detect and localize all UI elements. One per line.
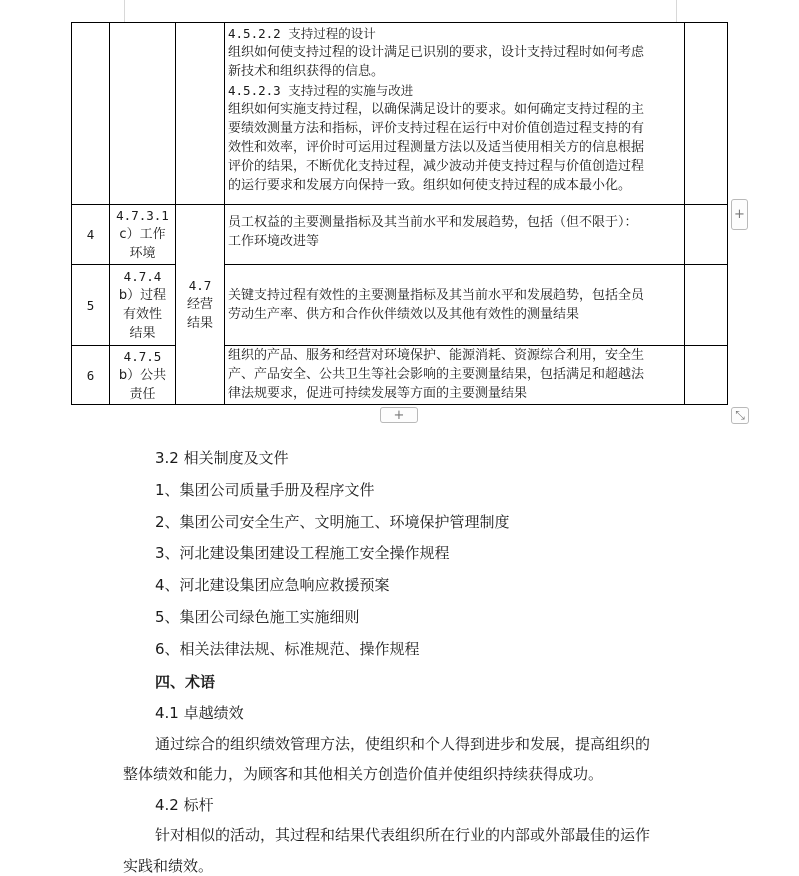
category-label: 结果 xyxy=(186,316,213,331)
clause-label: b）公共 xyxy=(118,367,167,383)
page-margin-guide-left xyxy=(124,0,125,22)
clause-label: c）工作 xyxy=(119,227,166,242)
text-line: 组织如何使支持过程的设计满足已识别的要求，设计支持过程时如何考虑 xyxy=(228,45,645,60)
clause-cell xyxy=(110,346,175,404)
table-cell-content xyxy=(225,23,684,204)
text-line: 关键支持过程有效性的主要测量指标及其当前水平和发展趋势，包括全员 xyxy=(228,288,645,303)
add-row-button[interactable] xyxy=(380,407,418,423)
clause-cell xyxy=(110,265,175,345)
plus-icon: + xyxy=(393,408,405,423)
text-line: 工作环境改进等 xyxy=(228,234,320,249)
paragraph-line: 整体绩效和能力，为顾客和其他相关方创造价值并使组织持续获得成功。 xyxy=(123,765,604,783)
plus-icon: + xyxy=(734,207,745,222)
paragraph-line: 针对相似的活动，其过程和结果代表组织所在行业的内部或外部最佳的运作 xyxy=(155,826,651,844)
category-number: 4.7 xyxy=(188,278,212,293)
add-column-button[interactable] xyxy=(731,199,748,230)
text-line: 劳动生产率、供方和合作伙伴绩效以及其他有效性的测量结果 xyxy=(228,307,580,322)
text-line: 组织如何实施支持过程，以确保满足设计的要求。如何确定支持过程的主 xyxy=(228,102,645,117)
paragraph-line: 通过综合的组织绩效管理方法，使组织和个人得到进步和发展，提高组织的 xyxy=(155,735,651,753)
category-label: 经营 xyxy=(186,297,213,312)
category-cell xyxy=(176,205,224,404)
table-border-bottom xyxy=(71,404,728,405)
heading-4-5-2-2: 4.5.2.2 支持过程的设计 xyxy=(228,26,376,41)
heading-4-5-2-3: 4.5.2.3 支持过程的实施与改进 xyxy=(228,83,414,98)
text-line: 律法规要求，促进可持续发展等方面的主要测量结果 xyxy=(228,386,528,401)
clause-label: 有效性 xyxy=(122,307,162,322)
row-index xyxy=(72,205,109,264)
page-margin-guide-right xyxy=(676,0,677,22)
clause-label: 责任 xyxy=(129,386,156,402)
clause-number: 4.7.3.1 xyxy=(116,208,169,223)
row-index xyxy=(72,346,109,404)
text-line: 产、产品安全、公共卫生等社会影响的主要测量结果，包括满足和超越法 xyxy=(228,367,645,382)
clause-number: 4.7.4 xyxy=(123,269,162,284)
subheading-4-2: 4.2 标杆 xyxy=(155,796,214,814)
list-item: 1、集团公司质量手册及程序文件 xyxy=(155,481,375,499)
clause-cell xyxy=(110,205,175,264)
row-index-value: 6 xyxy=(86,367,95,383)
row-index xyxy=(72,265,109,345)
evaluation-table xyxy=(71,22,728,405)
section-heading-4: 四、术语 xyxy=(155,673,216,691)
text-line: 员工权益的主要测量指标及其当前水平和发展趋势，包括（但不限于）： xyxy=(228,215,638,230)
row-index-value: 5 xyxy=(86,297,95,313)
list-item: 5、集团公司绿色施工实施细则 xyxy=(155,608,360,626)
table-resize-handle[interactable] xyxy=(731,407,749,424)
text-line: 效性和效率，评价时可运用过程测量方法以及适当使用相关方的信息根据 xyxy=(228,140,645,155)
table-cell-content xyxy=(225,265,684,345)
text-line: 评价的结果，不断优化支持过程，减少波动并使支持过程与价值创造过程 xyxy=(228,159,645,174)
resize-icon: ⤡ xyxy=(735,408,745,422)
table-cell-content xyxy=(225,205,684,264)
list-item: 2、集团公司安全生产、文明施工、环境保护管理制度 xyxy=(155,513,510,531)
text-line: 组织的产品、服务和经营对环境保护、能源消耗、资源综合利用，安全生 xyxy=(228,348,645,363)
subheading-4-1: 4.1 卓越绩效 xyxy=(155,704,244,722)
table-border-right xyxy=(727,22,728,405)
list-item: 4、河北建设集团应急响应救援预案 xyxy=(155,576,390,594)
clause-label: 结果 xyxy=(129,326,156,341)
clause-number: 4.7.5 xyxy=(123,348,162,364)
clause-label: 环境 xyxy=(129,246,156,261)
text-line: 要绩效测量方法和指标，评价支持过程在运行中对价值创造过程支持的有 xyxy=(228,121,645,136)
list-item: 6、相关法律法规、标准规范、操作规程 xyxy=(155,640,420,658)
section-heading-3-2: 3.2 相关制度及文件 xyxy=(155,449,289,467)
list-item: 3、河北建设集团建设工程施工安全操作规程 xyxy=(155,544,450,562)
row-index-value: 4 xyxy=(86,227,95,242)
table-cell-content xyxy=(225,346,684,404)
paragraph-line: 实践和绩效。 xyxy=(123,857,214,875)
text-line: 新技术和组织获得的信息。 xyxy=(228,64,385,79)
text-line: 的运行要求和发展方向保持一致。组织如何使支持过程的成本最小化。 xyxy=(228,178,632,193)
table-col-divider xyxy=(684,22,685,405)
clause-label: b）过程 xyxy=(118,288,167,303)
